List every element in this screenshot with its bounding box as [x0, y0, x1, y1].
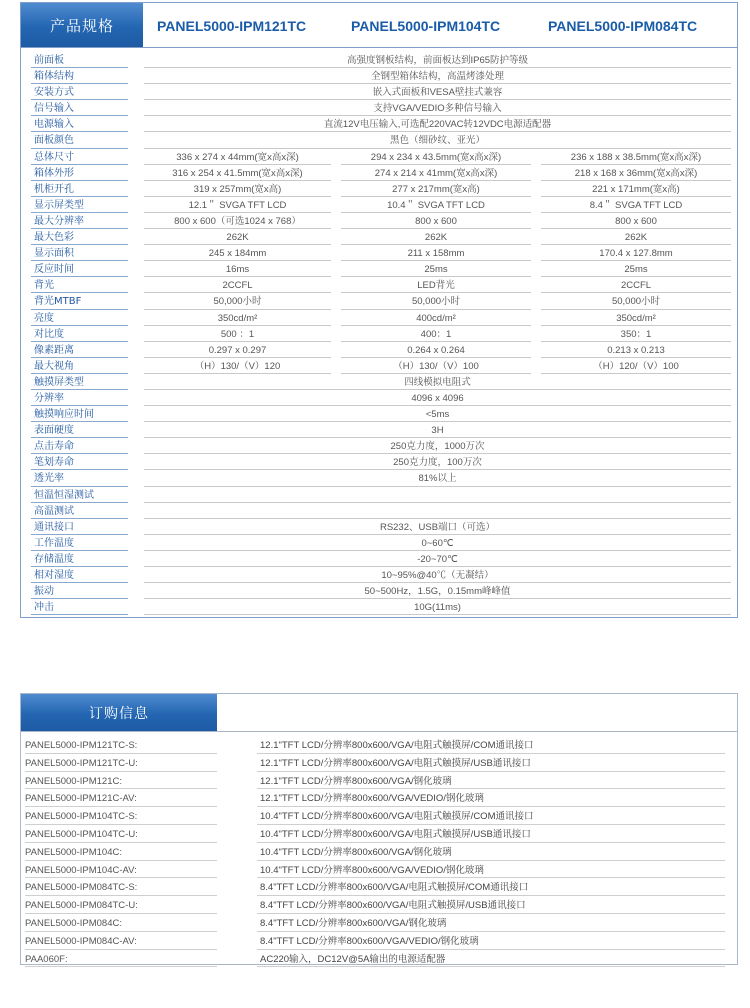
spec-value: 336 x 274 x 44mm(宽x高x深)	[144, 150, 331, 165]
spec-label: 显示屏类型	[31, 198, 128, 213]
order-code: PANEL5000-IPM084C-AV:	[25, 933, 217, 950]
spec-label: 对比度	[31, 327, 128, 342]
spec-value: 262K	[341, 230, 531, 245]
order-row	[21, 755, 737, 773]
spec-value: 250克力度，1000万次	[144, 439, 731, 454]
spec-row	[31, 214, 731, 230]
order-description: 12.1"TFT LCD/分辨率800x600/VGA/VEDIO/钢化玻璃	[257, 790, 725, 807]
spec-label: 背光MTBF	[31, 294, 128, 309]
spec-label: 恒温恒湿测试	[31, 488, 128, 503]
spec-value: 10~95%@40℃（无凝结）	[144, 568, 731, 583]
spec-value: （H）130/（V）120	[144, 359, 331, 374]
order-row	[21, 897, 737, 915]
spec-label: 箱体外形	[31, 166, 128, 181]
spec-value: 170.4 x 127.8mm	[541, 246, 731, 261]
spec-value: 2CCFL	[144, 278, 331, 293]
spec-label: 表面硬度	[31, 423, 128, 438]
spec-label: 最大分辨率	[31, 214, 128, 229]
spec-label: 电源输入	[31, 117, 128, 132]
spec-label: 最大色彩	[31, 230, 128, 245]
spec-value: 12.1＂ SVGA TFT LCD	[144, 198, 331, 213]
order-code: PANEL5000-IPM121C-AV:	[25, 790, 217, 807]
order-description: 12.1"TFT LCD/分辨率800x600/VGA/电阻式触摸屏/COM通讯接口	[257, 737, 725, 754]
spec-row	[31, 327, 731, 343]
order-code: PANEL5000-IPM104C:	[25, 844, 217, 861]
spec-row	[31, 278, 731, 294]
spec-label: 笔划寿命	[31, 455, 128, 470]
spec-value: 0.213 x 0.213	[541, 343, 731, 358]
spec-row	[31, 552, 731, 568]
spec-value: 350cd/m²	[144, 311, 331, 326]
order-row	[21, 773, 737, 791]
spec-value: 25ms	[341, 262, 531, 277]
spec-value: 800 x 600	[341, 214, 531, 229]
spec-label: 触摸屏类型	[31, 375, 128, 390]
spec-value: 支持VGA/VEDIO多种信号输入	[144, 101, 731, 116]
spec-row	[31, 69, 731, 85]
spec-value: 236 x 188 x 38.5mm(宽x高x深)	[541, 150, 731, 165]
order-code: PANEL5000-IPM121TC-S:	[25, 737, 217, 754]
spec-label: 分辨率	[31, 391, 128, 406]
spec-label: 信号输入	[31, 101, 128, 116]
order-row	[21, 844, 737, 862]
spec-label: 最大视角	[31, 359, 128, 374]
spec-label: 安装方式	[31, 85, 128, 100]
spec-value: 50~500Hz，1.5G，0.15mm峰峰值	[144, 584, 731, 599]
order-row	[21, 879, 737, 897]
spec-value: 218 x 168 x 36mm(宽x高x深)	[541, 166, 731, 181]
order-description: 8.4"TFT LCD/分辨率800x600/VGA/钢化玻璃	[257, 915, 725, 932]
order-row	[21, 933, 737, 951]
spec-label: 显示面积	[31, 246, 128, 261]
spec-label: 点击寿命	[31, 439, 128, 454]
order-row	[21, 826, 737, 844]
spec-row	[31, 294, 731, 310]
spec-row	[31, 504, 731, 520]
spec-value: 高强度钢板结构，前面板达到IP65防护等级	[144, 53, 731, 68]
spec-row	[31, 488, 731, 504]
spec-row	[31, 133, 731, 149]
spec-value: 10G(11ms)	[144, 600, 731, 615]
spec-label: 触摸响应时间	[31, 407, 128, 422]
order-description: 8.4"TFT LCD/分辨率800x600/VGA/电阻式触摸屏/USB通讯接口	[257, 897, 725, 914]
spec-value: 2CCFL	[541, 278, 731, 293]
spec-value: <5ms	[144, 407, 731, 422]
spec-value: （H）130/（V）100	[341, 359, 531, 374]
spec-label: 冲击	[31, 600, 128, 615]
spec-row	[31, 198, 731, 214]
spec-value: 250克力度，100万次	[144, 455, 731, 470]
spec-value: -20~70℃	[144, 552, 731, 567]
spec-row	[31, 343, 731, 359]
order-description: 12.1"TFT LCD/分辨率800x600/VGA/电阻式触摸屏/USB通讯接口	[257, 755, 725, 772]
spec-row	[31, 407, 731, 423]
order-table	[20, 693, 738, 965]
spec-rows	[31, 53, 731, 616]
spec-label: 通讯接口	[31, 520, 128, 535]
spec-label: 面板颜色	[31, 133, 128, 148]
spec-value: 400：1	[341, 327, 531, 342]
order-code: PAA060F:	[25, 951, 217, 968]
spec-value: 400cd/m²	[341, 311, 531, 326]
spec-value: 四线模拟电阻式	[144, 375, 731, 390]
spec-row	[31, 311, 731, 327]
spec-row	[31, 584, 731, 600]
spec-row	[31, 520, 731, 536]
spec-value: 4096 x 4096	[144, 391, 731, 406]
spec-label: 背光	[31, 278, 128, 293]
order-row	[21, 951, 737, 969]
spec-row	[31, 375, 731, 391]
spec-value: 319 x 257mm(宽x高)	[144, 182, 331, 197]
order-row	[21, 915, 737, 933]
spec-row	[31, 246, 731, 262]
spec-value: 全钢型箱体结构，高温烤漆处理	[144, 69, 731, 84]
spec-label: 机柜开孔	[31, 182, 128, 197]
model-header-121: PANEL5000-IPM121TC	[157, 18, 307, 34]
spec-value: （H）120/（V）100	[541, 359, 731, 374]
spec-label: 振动	[31, 584, 128, 599]
order-description: 10.4"TFT LCD/分辨率800x600/VGA/VEDIO/钢化玻璃	[257, 862, 725, 879]
order-code: PANEL5000-IPM121TC-U:	[25, 755, 217, 772]
order-code: PANEL5000-IPM084TC-S:	[25, 879, 217, 896]
spec-label: 箱体结构	[31, 69, 128, 84]
spec-value: 黑色（细砂纹、亚光）	[144, 133, 731, 148]
order-code: PANEL5000-IPM121C:	[25, 773, 217, 790]
order-row	[21, 737, 737, 755]
spec-row	[31, 85, 731, 101]
spec-value: 16ms	[144, 262, 331, 277]
order-code: PANEL5000-IPM104TC-U:	[25, 826, 217, 843]
spec-value: 211 x 158mm	[341, 246, 531, 261]
spec-row	[31, 439, 731, 455]
spec-row	[31, 101, 731, 117]
spec-value: 直流12V电压输入,可选配220VAC转12VDC电源适配器	[144, 117, 731, 132]
spec-value: 8.4＂ SVGA TFT LCD	[541, 198, 731, 213]
spec-table	[20, 2, 738, 618]
spec-row	[31, 53, 731, 69]
order-row	[21, 790, 737, 808]
spec-row	[31, 150, 731, 166]
spec-header	[21, 3, 737, 48]
spec-value: 50,000小时	[341, 294, 531, 309]
spec-value: 25ms	[541, 262, 731, 277]
order-code: PANEL5000-IPM104TC-S:	[25, 808, 217, 825]
spec-row	[31, 423, 731, 439]
spec-value: 294 x 234 x 43.5mm(宽x高x深)	[341, 150, 531, 165]
spec-value: 274 x 214 x 41mm(宽x高x深)	[341, 166, 531, 181]
spec-value: 50,000小时	[541, 294, 731, 309]
spec-value: RS232、USB端口（可选）	[144, 520, 731, 535]
order-description: 8.4"TFT LCD/分辨率800x600/VGA/电阻式触摸屏/COM通讯接口	[257, 879, 725, 896]
spec-value: 81%以上	[144, 471, 731, 486]
model-header-084: PANEL5000-IPM084TC	[548, 18, 698, 34]
spec-value: 800 x 600（可选1024 x 768）	[144, 214, 331, 229]
model-header-104: PANEL5000-IPM104TC	[351, 18, 501, 34]
spec-label: 亮度	[31, 311, 128, 326]
order-description: AC220输入，DC12V@5A输出的电源适配器	[257, 951, 725, 968]
spec-row	[31, 359, 731, 375]
spec-row	[31, 230, 731, 246]
spec-row	[31, 182, 731, 198]
spec-value: 262K	[144, 230, 331, 245]
spec-label: 前面板	[31, 53, 128, 68]
order-row	[21, 862, 737, 880]
spec-label: 相对湿度	[31, 568, 128, 583]
spec-label: 工作温度	[31, 536, 128, 551]
spec-value: 350：1	[541, 327, 731, 342]
spec-row	[31, 600, 731, 616]
spec-value	[144, 504, 731, 519]
spec-value: 262K	[541, 230, 731, 245]
spec-row	[31, 455, 731, 471]
spec-value: 3H	[144, 423, 731, 438]
spec-row	[31, 471, 731, 487]
order-code: PANEL5000-IPM104C-AV:	[25, 862, 217, 879]
order-tab: 订购信息	[21, 694, 217, 731]
spec-value: 316 x 254 x 41.5mm(宽x高x深)	[144, 166, 331, 181]
spec-label: 总体尺寸	[31, 150, 128, 165]
spec-value: 0.264 x 0.264	[341, 343, 531, 358]
spec-label: 高温测试	[31, 504, 128, 519]
spec-value: 500 ：1	[144, 327, 331, 342]
spec-label: 透光率	[31, 471, 128, 486]
spec-row	[31, 536, 731, 552]
order-header	[21, 694, 737, 732]
order-description: 10.4"TFT LCD/分辨率800x600/VGA/电阻式触摸屏/USB通讯接口	[257, 826, 725, 843]
spec-value: 350cd/m²	[541, 311, 731, 326]
spec-label: 反应时间	[31, 262, 128, 277]
spec-value: 800 x 600	[541, 214, 731, 229]
spec-row	[31, 166, 731, 182]
spec-value: 50,000小时	[144, 294, 331, 309]
order-code: PANEL5000-IPM084TC-U:	[25, 897, 217, 914]
order-code: PANEL5000-IPM084C:	[25, 915, 217, 932]
order-description: 10.4"TFT LCD/分辨率800x600/VGA/钢化玻璃	[257, 844, 725, 861]
spec-tab: 产品规格	[21, 3, 143, 47]
order-description: 8.4"TFT LCD/分辨率800x600/VGA/VEDIO/钢化玻璃	[257, 933, 725, 950]
spec-value: LED背光	[341, 278, 531, 293]
spec-value: 0~60℃	[144, 536, 731, 551]
order-description: 10.4"TFT LCD/分辨率800x600/VGA/电阻式触摸屏/COM通讯接口	[257, 808, 725, 825]
order-row	[21, 808, 737, 826]
spec-value: 0.297 x 0.297	[144, 343, 331, 358]
spec-row	[31, 568, 731, 584]
spec-label: 存储温度	[31, 552, 128, 567]
spec-value	[144, 488, 731, 503]
spec-value: 10.4＂ SVGA TFT LCD	[341, 198, 531, 213]
spec-label: 像素距离	[31, 343, 128, 358]
spec-value: 277 x 217mm(宽x高)	[341, 182, 531, 197]
spec-value: 245 x 184mm	[144, 246, 331, 261]
spec-value: 嵌入式面板和VESA壁挂式兼容	[144, 85, 731, 100]
order-rows	[21, 737, 737, 968]
spec-row	[31, 391, 731, 407]
spec-value: 221 x 171mm(宽x高)	[541, 182, 731, 197]
spec-row	[31, 262, 731, 278]
order-description: 12.1"TFT LCD/分辨率800x600/VGA/钢化玻璃	[257, 773, 725, 790]
spec-row	[31, 117, 731, 133]
